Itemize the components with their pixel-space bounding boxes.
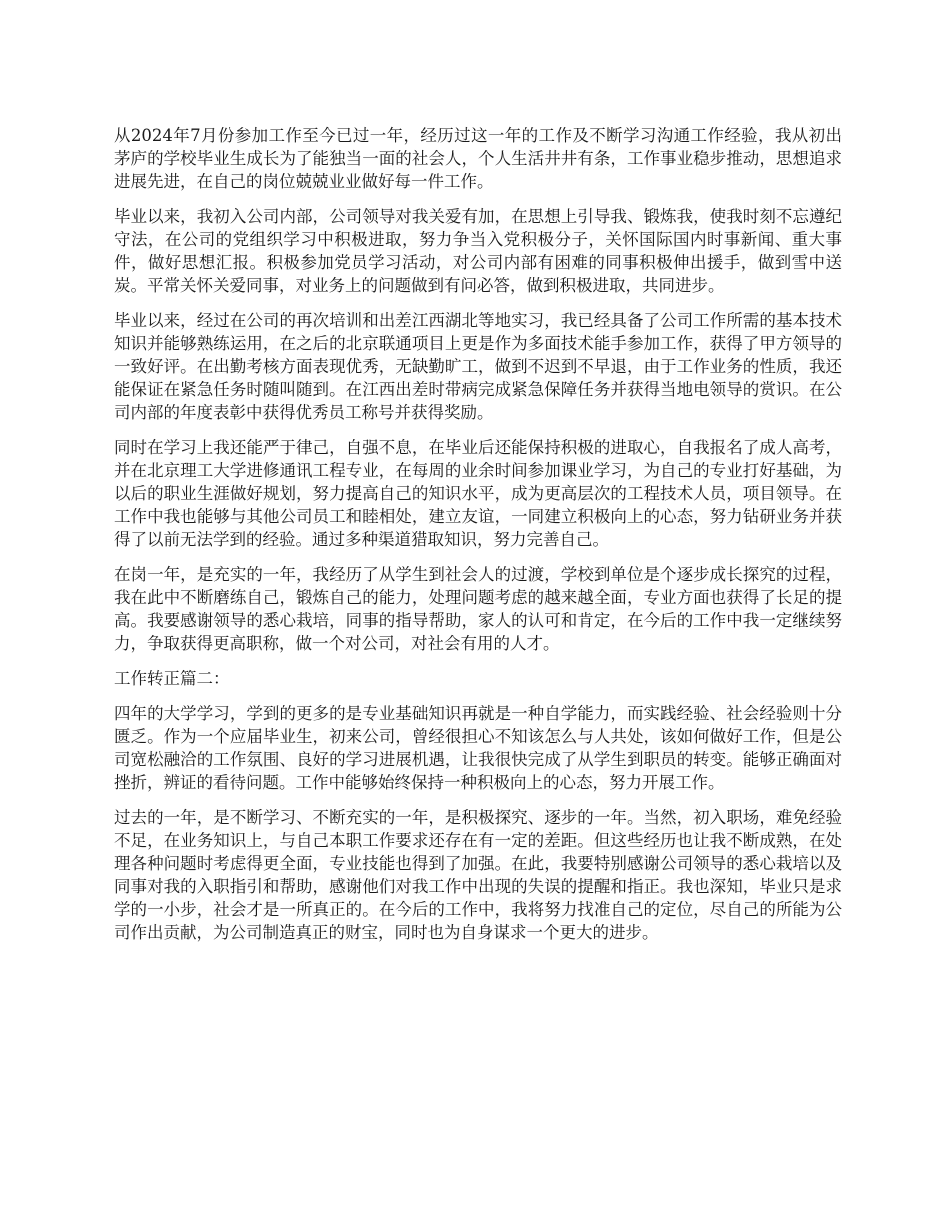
paragraph-2: 毕业以来，我初入公司内部，公司领导对我关爱有加，在思想上引导我、锻炼我，使我时刻不忘遵纪守法，在公司的党组织学习中积极进取，努力争当入党积极分子，关怀国际国内时事新闻、重大事件，做好思想汇报。积极参加党员学习活动，对公司内部有困难的同事积极伸出援手，做到雪中送炭。平常关怀关爱同事，对业务上的问题做到有问必答，做到积极进取，共同进步。 [114,207,842,295]
paragraph-4: 同时在学习上我还能严于律己，自强不息，在毕业后还能保持积极的进取心，自我报名了成人高考，并在北京理工大学进修通讯工程专业，在每周的业余时间参加课业学习，为自己的专业打好基础，为以后的职业生涯做好规划，努力提高自己的知识水平，成为更高层次的工程技术人员，项目领导。在工作中我也能够与其他公司员工和睦相处，建立友谊，一同建立积极向上的心态，努力钻研业务并获得了以前无法学到的经验。通过多种渠道猎取知识，努力完善自己。 [114,438,842,549]
paragraph-5: 在岗一年，是充实的一年，我经历了从学生到社会人的过渡，学校到单位是个逐步成长探究的过程，我在此中不断磨练自己，锻炼自己的能力，处理问题考虑的越来越全面，专业方面也获得了长足的提高。我要感谢领导的悉心栽培，同事的指导帮助，家人的认可和肯定，在今后的工作中我一定继续努力，争取获得更高职称，做一个对公司，对社会有用的人才。 [114,565,842,653]
document-body [114,124,842,956]
paragraph-6: 四年的大学学习，学到的更多的是专业基础知识再就是一种自学能力，而实践经验、社会经验则十分匮乏。作为一个应届毕业生，初来公司，曾经很担心不知该怎么与人共处，该如何做好工作，但是公司宽松融洽的工作氛围、良好的学习进展机遇，让我很快完成了从学生到职员的转变。能够正确面对挫折，辨证的看待问题。工作中能够始终保持一种积极向上的心态，努力开展工作。 [114,704,842,792]
paragraph-1: 从2024年7月份参加工作至今已过一年，经历过这一年的工作及不断学习沟通工作经验，我从初出茅庐的学校毕业生成长为了能独当一面的社会人，个人生活井井有条，工作事业稳步推动，思想追求进展先进，在自己的岗位兢兢业业做好每一件工作。 [114,126,842,191]
paragraph-3: 毕业以来，经过在公司的再次培训和出差江西湖北等地实习，我已经具备了公司工作所需的基本技术知识并能够熟练运用，在之后的北京联通项目上更是作为多面技术能手参加工作，获得了甲方领导的一致好评。在出勤考核方面表现优秀，无缺勤旷工，做到不迟到不早退，由于工作业务的性质，我还能保证在紧急任务时随叫随到。在江西出差时带病完成紧急保障任务并获得当地电领导的赏识。在公司内部的年度表彰中获得优秀员工称号并获得奖励。 [114,311,842,422]
paragraph-7: 过去的一年，是不断学习、不断充实的一年，是积极探究、逐步的一年。当然，初入职场，难免经验不足，在业务知识上，与自己本职工作要求还存在有一定的差距。但这些经历也让我不断成熟，在处理各种问题时考虑得更全面，专业技能也得到了加强。在此，我要特别感谢公司领导的悉心栽培以及同事对我的入职指引和帮助，感谢他们对我工作中出现的失误的提醒和指正。我也深知，毕业只是求学的一小步，社会才是一所真正的。在今后的工作中，我将努力找准自己的定位，尽自己的所能为公司作出贡献，为公司制造真正的财宝，同时也为自身谋求一个更大的进步。 [114,808,842,942]
section-heading: 工作转正篇二： [114,669,230,688]
